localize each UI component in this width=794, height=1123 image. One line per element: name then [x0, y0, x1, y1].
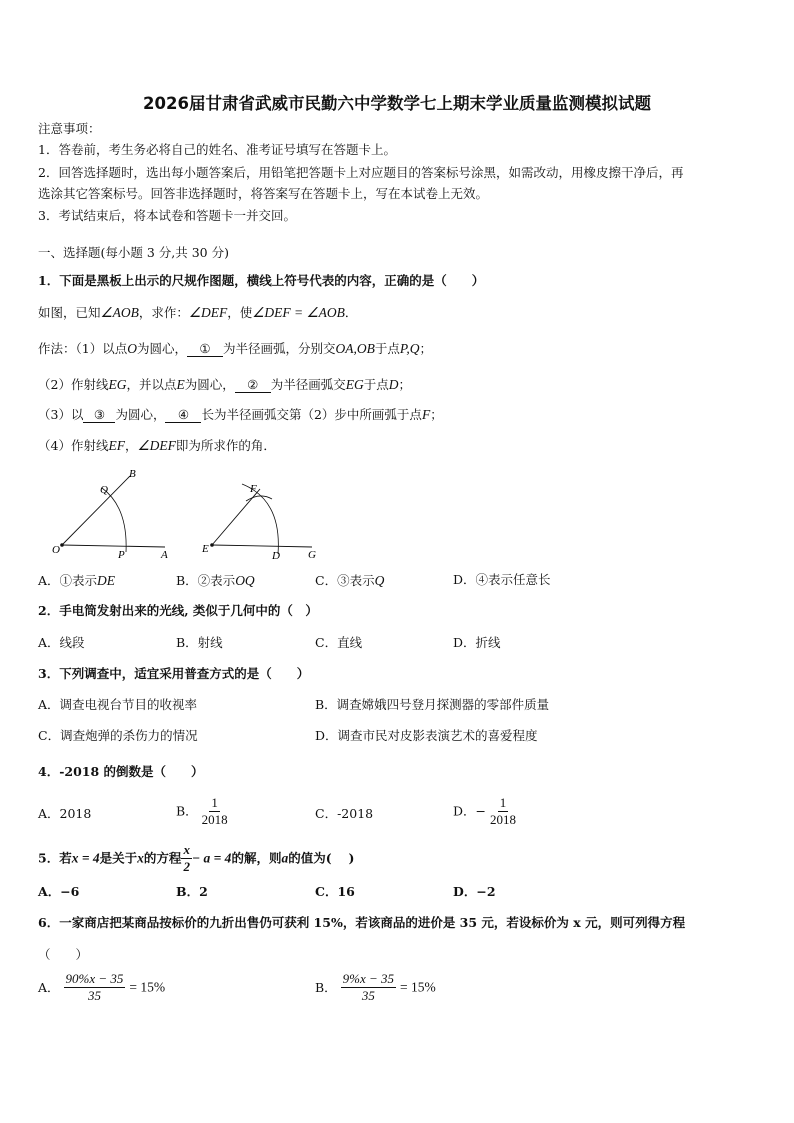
q1-math: EF [108, 438, 125, 453]
q2-option-d[interactable]: D．折线 [453, 635, 501, 650]
q1-option-a-text: A．①表示 [38, 573, 98, 588]
q1-step-text: ，并以点 [126, 377, 177, 392]
fraction-numerator: 9%x − 35 [341, 972, 396, 988]
q1-step-text: 为半径画弧交 [270, 377, 346, 392]
q1-angle-def: ∠DEF [188, 305, 228, 320]
q1-math: EG [108, 377, 127, 392]
q1-math: O [127, 341, 137, 356]
fraction-numerator: 90%x − 35 [64, 972, 126, 988]
q2-option-a[interactable]: A．线段 [38, 635, 85, 650]
fraction-denominator: 35 [87, 988, 101, 1004]
q1-option-c[interactable] [315, 574, 384, 588]
q6-option-a-fraction [64, 972, 126, 1004]
q3-option-d[interactable]: D．调查市民对皮影表演艺术的喜爱程度 [315, 728, 538, 743]
point-o [60, 543, 64, 547]
fraction-denominator: 35 [361, 988, 375, 1004]
q1-math: E [176, 377, 185, 392]
q6-stem: 6．一家商店把某商品按标价的九折出售仍可获利 15%，若该商品的进价是 35 元，若设标价为 x 元，则可列得方程 [38, 915, 686, 930]
q2-stem: 2．手电筒发射出来的光线, 类似于几何中的（ ） [38, 603, 318, 618]
q1-step-text: 为圆心， [115, 407, 166, 422]
q1-given [38, 306, 357, 320]
q1-option-d[interactable]: D．④表示任意长 [453, 572, 551, 587]
notice-item-2-cont: 选涂其它答案标号。回答非选择题时，将答案写在答题卡上，写在本试卷上无效。 [38, 186, 489, 201]
fraction-denominator: 2018 [490, 812, 516, 828]
q5-option-a[interactable]: A．−6 [38, 884, 80, 899]
q4-option-b-fraction [202, 796, 228, 828]
q4-stem: 4．-2018 的倒数是（ ） [38, 764, 204, 779]
q5-stem-text: 的解，则 [231, 850, 282, 866]
q1-math: F [421, 407, 431, 422]
q4-option-a[interactable]: A．2018 [38, 806, 92, 821]
q6-option-b-rhs: = 15% [400, 979, 436, 995]
q5-math: − a = 4 [191, 850, 232, 866]
label-o: O [52, 544, 60, 556]
q1-figures [50, 462, 340, 562]
q1-blank-2: ② [235, 379, 271, 393]
q5-option-b[interactable]: B．2 [176, 884, 208, 899]
q1-given-text: ，求作： [138, 305, 189, 320]
q6-option-b-fraction [341, 972, 396, 1004]
label-b: B [129, 468, 136, 480]
q4-option-b-label: B． [176, 803, 198, 819]
q1-math: Q [374, 573, 385, 588]
q1-step-3 [38, 408, 443, 423]
q1-option-b[interactable] [176, 574, 255, 588]
q1-step-text: 于点 [363, 377, 389, 392]
q5-option-d[interactable]: D．−2 [453, 884, 496, 899]
q6-option-a-rhs: = 15% [129, 979, 166, 995]
notice-item-3: 3．考试结束后，将本试卷和答题卡一并交回。 [38, 208, 296, 223]
q1-math: DE [97, 573, 116, 588]
q4-option-b[interactable] [176, 796, 228, 828]
q1-given-text: 如图，已知 [38, 305, 101, 320]
q5-stem-text: 的值为( ) [288, 850, 355, 866]
q1-step-text: 长为半径画弧交第（2）步中所画弧于点 [201, 407, 422, 422]
figure-def [201, 483, 316, 562]
q3-stem: 3．下列调查中，适宜采用普查方式的是（ ） [38, 666, 310, 681]
q1-step-text: 为圆心， [184, 377, 235, 392]
q1-step-text: （3）以 [38, 407, 84, 422]
q5-option-c[interactable]: C．16 [315, 884, 355, 899]
fraction-numerator: x [181, 843, 192, 859]
q5-math: x = 4 [71, 850, 100, 866]
q1-math: OA,OB [335, 341, 375, 356]
q1-step-text: ； [430, 407, 443, 422]
q6-option-b-label: B． [315, 979, 337, 995]
q1-blank-1: ① [187, 343, 223, 357]
q1-step-text: 作法：（1）以点 [38, 341, 128, 356]
q2-option-c[interactable]: C．直线 [315, 635, 363, 650]
ray-oa [62, 545, 165, 547]
q6-option-b[interactable] [315, 972, 436, 1004]
fraction-numerator: 1 [209, 796, 220, 812]
point-e [210, 543, 214, 547]
q1-blank-3: ③ [83, 409, 115, 423]
q5-math: a [281, 850, 289, 866]
q3-option-a[interactable]: A．调查电视台节目的收视率 [38, 697, 198, 712]
q1-step-text: 为半径画弧，分别交 [222, 341, 336, 356]
q1-step-text: 即为所求作的角． [175, 438, 276, 453]
arc-pq [102, 488, 126, 552]
q1-step-4 [38, 439, 276, 453]
fraction-numerator: 1 [498, 796, 509, 812]
q5-stem-text: 5．若 [38, 850, 72, 866]
q6-option-a[interactable] [38, 972, 165, 1004]
q3-option-b[interactable]: B．调查嫦娥四号登月探测器的零部件质量 [315, 697, 550, 712]
q1-step-text: ； [419, 341, 433, 356]
q5-stem-text: 的方程 [143, 850, 182, 866]
notice-heading: 注意事项： [38, 121, 101, 136]
q5-stem-text: 是关于 [99, 850, 138, 866]
q4-option-d[interactable] [453, 796, 516, 828]
q1-step-text: 为圆心， [136, 341, 187, 356]
q1-step-text: ； [398, 377, 412, 392]
q1-step-2 [38, 378, 411, 393]
page-title: 2026届甘肃省武威市民勤六中学数学七上期末学业质量监测模拟试题 [143, 94, 651, 113]
q1-angle-aob: ∠AOB [100, 305, 139, 320]
q3-option-c[interactable]: C．调查炮弹的杀伤力的情况 [38, 728, 198, 743]
label-p: P [118, 549, 125, 561]
q1-math: ∠DEF [137, 438, 176, 453]
q1-math: EG [345, 377, 364, 392]
q1-step-text: ， [124, 438, 138, 453]
q1-step-text: 于点 [374, 341, 400, 356]
q1-blank-4: ④ [165, 409, 201, 423]
q1-step-text: （2）作射线 [38, 377, 109, 392]
q1-option-a[interactable] [38, 574, 115, 588]
notice-item-2: 2．回答选择题时，选出每小题答案后，用铅笔把答题卡上对应题目的答案标号涂黑，如需改动，用橡皮擦干净后，再 [38, 165, 684, 180]
q1-math: OQ [235, 573, 255, 588]
q1-step-text: （4）作射线 [38, 438, 109, 453]
q1-given-text: ，使 [227, 305, 253, 320]
ray-eg [212, 545, 312, 547]
section-heading: 一、选择题(每小题 3 分,共 30 分) [38, 245, 229, 260]
q5-math: x [137, 850, 144, 866]
q1-math: P,Q [399, 341, 420, 356]
arc-d [242, 484, 278, 554]
q1-option-b-text: B．②表示 [176, 573, 236, 588]
q1-step-1 [38, 342, 432, 357]
label-q: Q [100, 484, 108, 496]
q4-option-d-fraction [490, 796, 516, 828]
q6-option-a-label: A． [38, 979, 60, 995]
label-d: D [272, 550, 280, 562]
label-a: A [161, 549, 168, 561]
q4-option-d-label: D． [453, 803, 476, 819]
q2-option-b[interactable]: B．射线 [176, 635, 223, 650]
fraction-denominator: 2018 [201, 812, 228, 828]
label-g: G [308, 549, 316, 561]
fraction-denominator: 2 [183, 859, 190, 875]
q4-option-c[interactable]: C．-2018 [315, 806, 374, 821]
q1-math: D [388, 377, 399, 392]
q1-stem: 1．下面是黑板上出示的尺规作图题，横线上符号代表的内容，正确的是（ ） [38, 273, 485, 288]
notice-item-1: 1．答卷前，考生务必将自己的姓名、准考证号填写在答题卡上。 [38, 142, 396, 157]
minus-sign: − [475, 803, 487, 819]
q6-paren: （ ） [38, 947, 89, 962]
figure-aob [52, 468, 168, 561]
q1-given-text: ． [344, 305, 358, 320]
q1-equation: ∠DEF = ∠AOB [252, 305, 345, 320]
label-e: E [202, 543, 209, 555]
q5-stem [38, 843, 354, 875]
q1-option-c-text: C．③表示 [315, 573, 375, 588]
q5-fraction [181, 843, 192, 875]
label-f: F [250, 483, 257, 495]
